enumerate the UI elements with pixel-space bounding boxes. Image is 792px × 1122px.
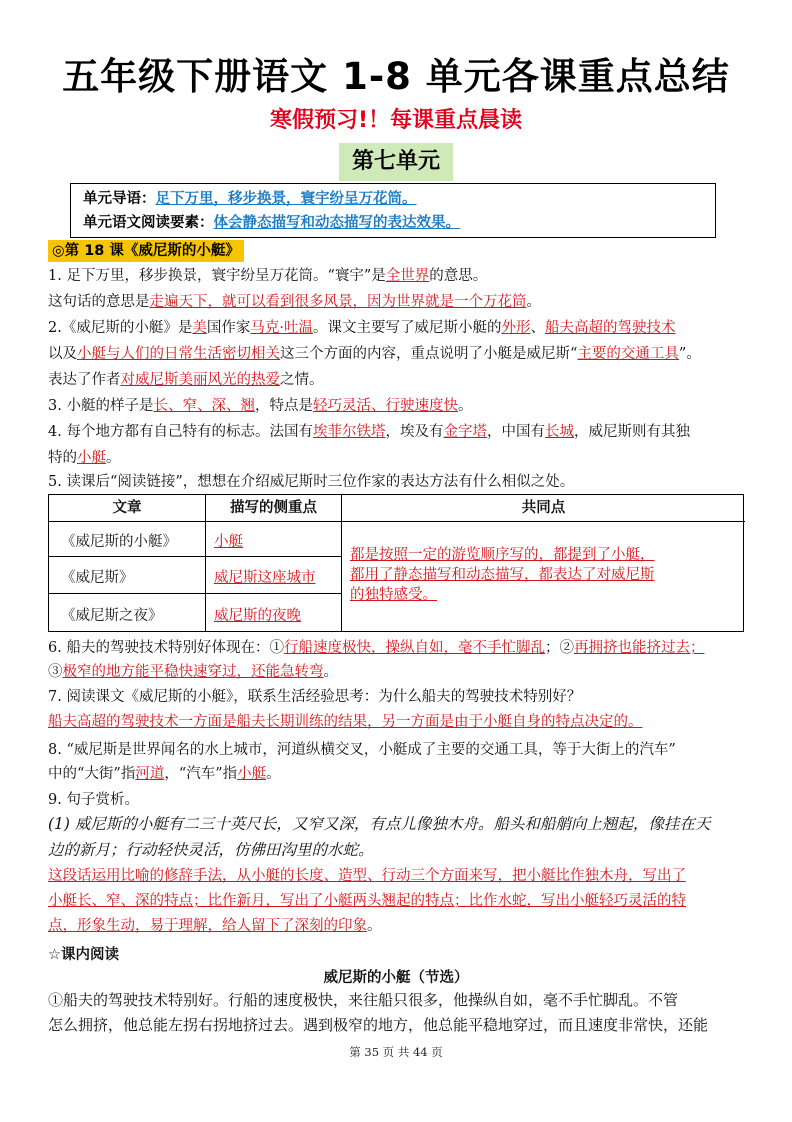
q2-line1: [48, 318, 675, 338]
q1-answer-1: 全世界: [385, 268, 430, 284]
q9-answer-3: 点，形象生动，易于理解，给人留下了深刻的印象: [48, 918, 367, 934]
unit-intro-line: [83, 187, 715, 211]
q4-text-g: ，威尼斯则有其独: [573, 424, 690, 440]
q1-text: 1. 足下万里，移步换景，寰宇纷呈万花筒。“寰宇”是: [48, 268, 386, 284]
q8-text-b: 中的“大街”指: [48, 766, 136, 782]
q2-answer-skill: 船夫高超的驾驶技术: [544, 320, 676, 336]
table-header-common: 共同点: [342, 495, 745, 522]
q6-text-a: 6. 船夫的驾驶技术特别好体现在：①: [48, 640, 284, 656]
q6-text-f: ③: [48, 664, 63, 680]
q1-answer-2: 走遍天下，就可以看到很多风景，因为世界就是一个万花筒: [149, 294, 527, 310]
q4-answer-china: 长城: [544, 424, 574, 440]
q3-line: [48, 396, 472, 416]
q1-period: 。: [526, 294, 541, 310]
q8-answer-car: 小艇: [237, 766, 267, 782]
q8-text-f: 。: [266, 766, 281, 782]
q2-answer-transport: 主要的交通工具: [577, 346, 679, 362]
unit-intro-label: 单元导语：: [83, 191, 156, 207]
q2-text-c: 国作家: [206, 320, 251, 336]
table-row-focus: [206, 522, 342, 557]
q9-answer-1: 这段话运用比喻的修辞手法，从小艇的长度、造型、行动三个方面来写，把小艇比作独木舟，写出了: [48, 868, 686, 884]
q9-answer-line3: [48, 916, 382, 936]
q7-answer: 船夫高超的驾驶技术一方面是船夫长期训练的结果，另一方面是由于小艇自身的特点决定的。: [48, 714, 643, 730]
table-focus-answer: 威尼斯的夜晚: [214, 608, 301, 624]
q2-text-i: 以及: [48, 346, 77, 362]
q8-line1: 8. “威尼斯是世界闻名的水上城市，河道纵横交叉，小艇成了主要的交通工具，等于大街上的汽车”: [48, 742, 676, 758]
q3-text-e: 。: [457, 398, 473, 414]
q7-question: 7. 阅读课文《威尼斯的小艇》，联系生活经验思考：为什么船夫的驾驶技术特别好？: [48, 689, 582, 705]
q2-text-a: 2.《威尼斯的小艇》是: [48, 320, 193, 336]
q6-answer-1: 行船速度极快，操纵自如，毫不手忙脚乱: [283, 640, 545, 656]
q6-line2: [48, 662, 338, 682]
q4-line1: [48, 422, 690, 442]
common-answer-line: 的独特感受。: [350, 587, 437, 603]
table-row-focus: [206, 594, 342, 632]
q9-answer-line2: [48, 891, 686, 911]
reading-element-line: [83, 211, 715, 235]
q4-text-h: 特的: [48, 450, 77, 466]
q1-text-end: 的意思。: [429, 268, 488, 284]
unit-guide-box: [70, 183, 716, 238]
passage-title: 威尼斯的小艇（节选）: [323, 969, 469, 986]
q1-text-2: 这句话的意思是: [48, 294, 150, 310]
q2-text-g: 、: [530, 320, 545, 336]
q4-text-a: 4. 每个地方都有自己特有的标志。法国有: [48, 424, 313, 440]
q1-line2: [48, 292, 541, 312]
q5-line: 5. 读课后“阅读链接”，想想在介绍威尼斯时三位作家的表达方法有什么相似之处。: [48, 474, 575, 490]
q2-text-m: ”。: [678, 346, 701, 362]
unit-badge: 第七单元: [339, 143, 453, 181]
q4-text-c: ，埃及有: [385, 424, 444, 440]
q7-answer-line: [48, 712, 643, 732]
q8-line2: [48, 764, 281, 784]
q6-text-c: ；②: [544, 640, 574, 656]
passage-line2: 怎么拥挤，他总能左拐右拐地挤过去。遇到极窄的地方，他总能平稳地穿过，而且速度非常快，还能: [48, 1016, 709, 1034]
q8-text-d: ，“汽车”指: [164, 766, 238, 782]
q2-line3: [48, 370, 324, 390]
passage-line1: ①船夫的驾驶技术特别好。行船的速度极快，来往船只很多，他操纵自如，毫不手忙脚乱。不管: [48, 991, 679, 1009]
table-row-article: 《威尼斯之夜》: [49, 594, 206, 632]
q4-text-e: ，中国有: [486, 424, 545, 440]
table-focus-answer: 小艇: [214, 534, 243, 550]
q4-line2: [48, 448, 121, 468]
q2-text-p: 之情。: [280, 372, 324, 388]
page-title: 五年级下册语文 1-8 单元各课重点总结: [62, 55, 730, 98]
q3-text-c: ，特点是: [254, 398, 313, 414]
q1-line1: [48, 266, 487, 286]
q9-answer-line1: [48, 866, 686, 886]
q2-line2: [48, 344, 701, 364]
q6-line1: [48, 638, 704, 658]
q4-answer-egypt: 金字塔: [443, 424, 487, 440]
page-footer: 第 35 页 共 44 页: [349, 1045, 443, 1059]
q4-answer-venice: 小艇: [77, 450, 106, 466]
unit-intro-value: 足下万里，移步换景，寰宇纷呈万花筒。: [155, 191, 417, 207]
q2-answer-life: 小艇与人们的日常生活密切相关: [77, 346, 280, 362]
q9-period: 。: [367, 918, 382, 934]
reading-element-label: 单元语文阅读要素：: [83, 215, 214, 231]
q9-sentence-line2: 边的新月；行动轻快灵活，仿佛田沟里的水蛇。: [48, 841, 374, 859]
table-row-focus: [206, 557, 342, 594]
table-row-article: 《威尼斯的小艇》: [49, 522, 206, 557]
q2-answer-country: 美: [192, 320, 207, 336]
q3-text-a: 3. 小艇的样子是: [48, 398, 154, 414]
lesson-heading: ◎第 18 课《威尼斯的小艇》: [48, 240, 244, 262]
q4-answer-france: 埃菲尔铁塔: [312, 424, 386, 440]
q3-answer-shape: 长、窄、深、翘: [153, 398, 255, 414]
table-header-article: 文章: [49, 495, 206, 522]
q4-text-j: 。: [106, 450, 121, 466]
q3-answer-feature: 轻巧灵活、行驶速度快: [312, 398, 458, 414]
q9-answer-2: 小艇长、窄、深的特点；比作新月，写出了小艇两头翘起的特点；比作水蛇，写出小艇轻巧灵活的特: [48, 893, 686, 909]
table-header-focus: 描写的侧重点: [206, 495, 342, 522]
common-answer-line: 都是按照一定的游览顺序写的，都提到了小艇，: [350, 547, 655, 563]
q2-answer-author: 马克·吐温: [250, 320, 313, 336]
q2-text-n: 表达了作者: [48, 372, 121, 388]
q6-text-e: ；: [689, 640, 705, 656]
q6-text-h: 。: [323, 664, 338, 680]
common-answer-line: 都用了静态描写和动态描写，都表达了对威尼斯: [350, 567, 655, 583]
q2-answer-emotion: 对威尼斯美丽风光的热爱: [120, 372, 280, 388]
table-common-cell: [342, 522, 745, 632]
reading-element-value: 体会静态描写和动态描写的表达效果。: [213, 215, 460, 231]
table-focus-answer: 威尼斯这座城市: [214, 570, 316, 586]
q9-sentence-line1: (1) 威尼斯的小艇有二三十英尺长，又窄又深，有点儿像独木舟。船头和船艄向上翘起，像挂在天: [48, 815, 711, 833]
q6-answer-3: 极窄的地方能平稳快速穿过，还能急转弯: [62, 664, 324, 680]
comparison-table: [48, 494, 744, 632]
q8-answer-street: 河道: [135, 766, 165, 782]
q2-text-e: 。课文主要写了威尼斯小艇的: [312, 320, 502, 336]
q6-answer-2: 再拥挤也能挤过去: [573, 640, 690, 656]
table-row-article: 《威尼斯》: [49, 557, 206, 594]
q2-answer-shape: 外形: [501, 320, 531, 336]
q2-text-k: 这三个方面的内容，重点说明了小艇是威尼斯“: [280, 346, 578, 362]
reading-heading: ☆课内阅读: [48, 947, 119, 963]
q9-title: 9. 句子赏析。: [48, 792, 139, 808]
page-subtitle: 寒假预习!！每课重点晨读: [269, 108, 523, 133]
